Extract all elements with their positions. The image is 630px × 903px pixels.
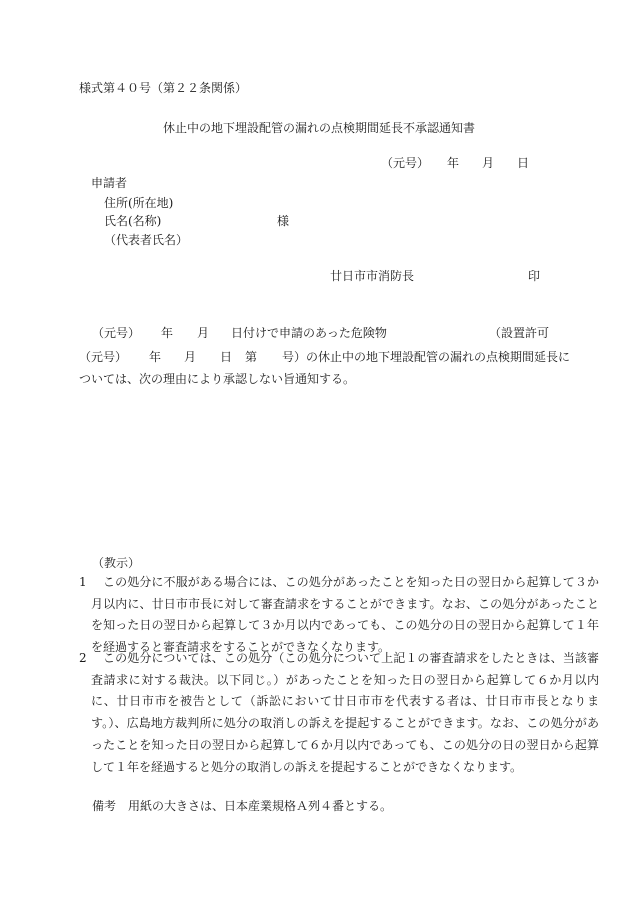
instruction-item-2: [79, 648, 599, 783]
date-era: （元号）: [381, 156, 430, 170]
applicant-honorific: 様: [277, 214, 290, 228]
applicant-name-label: 氏名(名称): [104, 214, 162, 228]
body-year-1: 年: [161, 326, 174, 340]
body-month-2: 月: [184, 350, 197, 364]
body-line3: ついては、次の理由により承認しない旨通知する。: [79, 372, 356, 386]
body-era-2: （元号）: [79, 350, 128, 364]
body-year-2: 年: [149, 350, 162, 364]
body-date-phrase: 日付けで申請のあった危険物: [231, 326, 387, 340]
body-permit-phrase: （設置許可: [489, 326, 550, 340]
instruction-heading: （教示）: [92, 556, 141, 570]
instruction-item-number: 1: [79, 575, 87, 589]
date-month: 月: [482, 156, 495, 170]
instruction-item-number: 2: [79, 651, 87, 665]
date-year: 年: [447, 156, 460, 170]
body-era-1: （元号）: [92, 326, 141, 340]
document-title: 休止中の地下埋設配管の漏れの点検期間延長不承認通知書: [163, 121, 476, 135]
issuer-title: 廿日市市消防長: [330, 269, 415, 283]
date-day: 日: [517, 156, 530, 170]
applicant-address-label: 住所(所在地): [104, 196, 174, 210]
issuer-seal: 印: [528, 269, 541, 283]
body-number-prefix: 第: [245, 350, 258, 364]
instruction-item-text: この処分に不服がある場合には、この処分があったことを知った日の翌日から起算して３か月以内に、廿日市市長に対して審査請求をすることができます。なお、この処分があったことを知った日の翌日から起算して３か月以内であっても、この処分の日の翌日から起算して１年を経過すると審査請求をすることができなくなります。: [91, 575, 599, 655]
body-day-2: 日: [220, 350, 233, 364]
remarks: 備考 用紙の大きさは、日本産業規格Ａ列４番とする。: [92, 799, 393, 813]
form-number: 様式第４０号（第２２条関係）: [79, 81, 248, 95]
body-month-1: 月: [197, 326, 210, 340]
instruction-item-text: この処分については、この処分（この処分について上記１の審査請求をしたときは、当該審査請求に対する裁決。以下同じ。）があったことを知った日の翌日から起算して６か月以内に、廿日市市を被告として（訴訟において廿日市市を代表する者は、廿日市市長となります。）、広島地方裁判所に処分の取消しの訴えを提起することができます。なお、この処分があったことを知った日の翌日から起算して６か月以内であっても、この処分の日の翌日から起算して１年を経過すると処分の取消しの訴えを提起することができなくなります。: [91, 651, 599, 774]
applicant-representative-label: （代表者氏名）: [104, 233, 189, 247]
body-line2-rest: 号）の休止中の地下埋設配管の漏れの点検期間延長に: [282, 350, 571, 364]
applicant-heading: 申請者: [91, 176, 128, 190]
